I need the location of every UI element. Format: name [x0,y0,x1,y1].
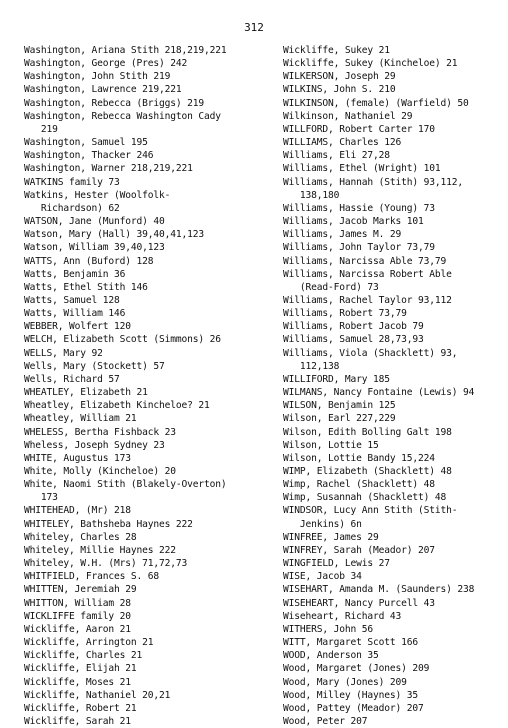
index-entry: Washington, Warner 218,219,221 [24,163,193,175]
index-entry: Wickliffe, Charles 21 [24,650,143,662]
index-entry: Wickliffe, Sukey (Kincheloe) 21 [283,58,458,70]
index-entry: Washington, Rebecca (Briggs) 219 [24,97,205,109]
index-entry: 173 [24,492,58,504]
index-entry: Watts, Samuel 128 [24,294,120,306]
index-entry: WHITFIELD, Frances S. 68 [24,571,160,583]
index-entry: Williams, Narcissa Robert Able [283,268,452,280]
index-entry: WHITTEN, Jeremiah 29 [24,584,137,596]
index-entry: Whiteley, W.H. (Mrs) 71,72,73 [24,558,188,570]
index-entry: Wood, Pattey (Meador) 207 [283,702,424,714]
index-entry: WILMANS, Nancy Fontaine (Lewis) 94 [283,387,475,399]
index-entry: Williams, Jacob Marks 101 [283,216,424,228]
page-number: 312 [244,21,264,34]
index-entry: Watkins, Hester (Woolfolk- [24,189,171,201]
index-entry: WILLFORD, Robert Carter 170 [283,123,435,135]
index-entry: Wilson, Lottie 15 [283,439,379,451]
index-entry: Watson, William 39,40,123 [24,242,165,254]
index-entry: WILSON, Benjamin 125 [283,400,396,412]
index-entry: Wood, Mary (Jones) 209 [283,676,407,688]
index-entry: Washington, Rebecca Washington Cady [24,110,221,122]
index-entry: WILKERSON, Joseph 29 [283,71,396,83]
index-entry: Wood, Peter 207 [283,715,368,727]
index-entry: WHITTON, William 28 [24,597,131,609]
index-entry: WIMP, Elizabeth (Shacklett) 48 [283,466,452,477]
index-entry: Williams, Hassie (Young) 73 [283,202,435,214]
index-entry: Williams, Robert Jacob 79 [283,321,424,333]
index-entry: Williams, Rachel Taylor 93,112 [283,294,452,306]
index-entry: White, Naomi Stith (Blakely-Overton) [24,479,227,491]
index-entry: WINDSOR, Lucy Ann Stith (Stith- [283,505,458,517]
index-entry: WATKINS family 73 [24,176,120,188]
index-entry: Williams, Viola (Shacklett) 93, [283,347,458,359]
index-entry: WHITE, Augustus 173 [24,452,131,464]
index-entry: Wickliffe, Robert 21 [24,702,137,714]
index-entry: Williams, Robert 73,79 [283,308,407,320]
index-entry: Wickliffe, Nathaniel 20,21 [24,689,171,701]
index-entry: Wickliffe, Elijah 21 [24,663,137,675]
index-entry: Whiteley, Millie Haynes 222 [24,544,176,556]
index-entry: Wilson, Lottie Bandy 15,224 [283,452,435,464]
index-entry: Washington, John Stith 219 [24,71,171,83]
index-entry: WATSON, Jane (Munford) 40 [24,216,165,228]
index-entry: Richardson) 62 [24,202,120,214]
index-entry: Wiseheart, Richard 43 [283,610,402,622]
index-entry: Williams, Eli 27,28 [283,150,390,162]
index-entry: Wickliffe, Aaron 21 [24,623,131,635]
index-entry: Wickliffe, Sukey 21 [283,45,390,56]
index-entry: WATTS, Ann (Buford) 128 [24,255,154,267]
index-entry: 112,138 [283,360,340,372]
index-entry: Washington, Ariana Stith 218,219,221 [24,45,227,56]
index-entry: 138,180 [283,189,340,201]
index-entry: WELCH, Elizabeth Scott (Simmons) 26 [24,334,221,346]
index-entry: Williams, John Taylor 73,79 [283,242,435,254]
index-entry: WINFREE, James 29 [283,531,379,543]
index-entry: Williams, Hannah (Stith) 93,112, [283,176,464,188]
index-entry: WHELESS, Bertha Fishback 23 [24,426,176,438]
index-entry: Watson, Mary (Hall) 39,40,41,123 [24,229,205,241]
index-entry: Washington, Thacker 246 [24,150,154,162]
index-entry: WINFREY, Sarah (Meador) 207 [283,544,435,556]
index-entry: Williams, Ethel (Wright) 101 [283,163,441,175]
index-entry: Wells, Richard 57 [24,373,120,385]
index-entry: Wilson, Earl 227,229 [283,413,396,425]
index-entry: Whiteley, Charles 28 [24,531,137,543]
index-entry: Wheatley, Elizabeth Kincheloe? 21 [24,400,210,412]
index-entry: WOOD, Anderson 35 [283,650,379,662]
index-entry: WHITEHEAD, (Mr) 218 [24,505,131,517]
index-entry: WISEHEART, Nancy Purcell 43 [283,597,435,609]
index-entry: Washington, Lawrence 219,221 [24,84,182,96]
index-entry: Wilson, Edith Bolling Galt 198 [283,426,452,438]
index-entry: WILKINS, John S. 210 [283,84,396,96]
index-entry: Washington, George (Pres) 242 [24,58,188,70]
index-entry: Wood, Milley (Haynes) 35 [283,689,419,701]
index-entry: WILKINSON, (female) (Warfield) 50 [283,97,469,109]
index-entry: WHEATLEY, Elizabeth 21 [24,387,148,399]
index-entry: WICKLIFFE family 20 [24,610,131,622]
index-entry: Wood, Margaret (Jones) 209 [283,663,430,675]
index-entry: WITT, Margaret Scott 166 [283,637,419,649]
index-entry: Wells, Mary (Stockett) 57 [24,360,165,372]
index-entry: Wheless, Joseph Sydney 23 [24,439,165,451]
index-entry: WISE, Jacob 34 [283,571,362,583]
index-entry: Wimp, Rachel (Shacklett) 48 [283,479,435,491]
index-entry: WINGFIELD, Lewis 27 [283,558,390,570]
index-entry: Watts, William 146 [24,308,126,320]
index-entry: Washington, Samuel 195 [24,137,148,149]
index-entry: White, Molly (Kincheloe) 20 [24,466,176,477]
index-entry: WEBBER, Wolfert 120 [24,321,131,333]
index-entry: 219 [24,123,58,135]
index-entry: WITHERS, John 56 [283,623,374,635]
index-entry: (Read-Ford) 73 [283,281,379,293]
index-entry: Watts, Benjamin 36 [24,268,126,280]
index-entry: Williams, James M. 29 [283,229,402,241]
index-entry: Wickliffe, Sarah 21 [24,715,131,727]
index-entry: WISEHART, Amanda M. (Saunders) 238 [283,584,475,596]
index-entry: WHITELEY, Bathsheba Haynes 222 [24,518,193,530]
index-entry: Wimp, Susannah (Shacklett) 48 [283,492,447,504]
index-entry: WELLS, Mary 92 [24,347,103,359]
index-entry: Williams, Narcissa Able 73,79 [283,255,447,267]
index-entry: Wheatley, William 21 [24,413,137,425]
index-entry: Watts, Ethel Stith 146 [24,281,148,293]
index-entry: Wickliffe, Moses 21 [24,676,131,688]
index-entry: Williams, Samuel 28,73,93 [283,334,424,346]
index-entry: WILLIFORD, Mary 185 [283,373,390,385]
index-entry: Wilkinson, Nathaniel 29 [283,110,413,122]
index-column-left [24,44,274,728]
index-entry: WILLIAMS, Charles 126 [283,137,402,149]
index-column-right [283,44,505,728]
index-entry: Wickliffe, Arrington 21 [24,637,154,649]
index-entry: Jenkins) 6n [283,518,362,530]
